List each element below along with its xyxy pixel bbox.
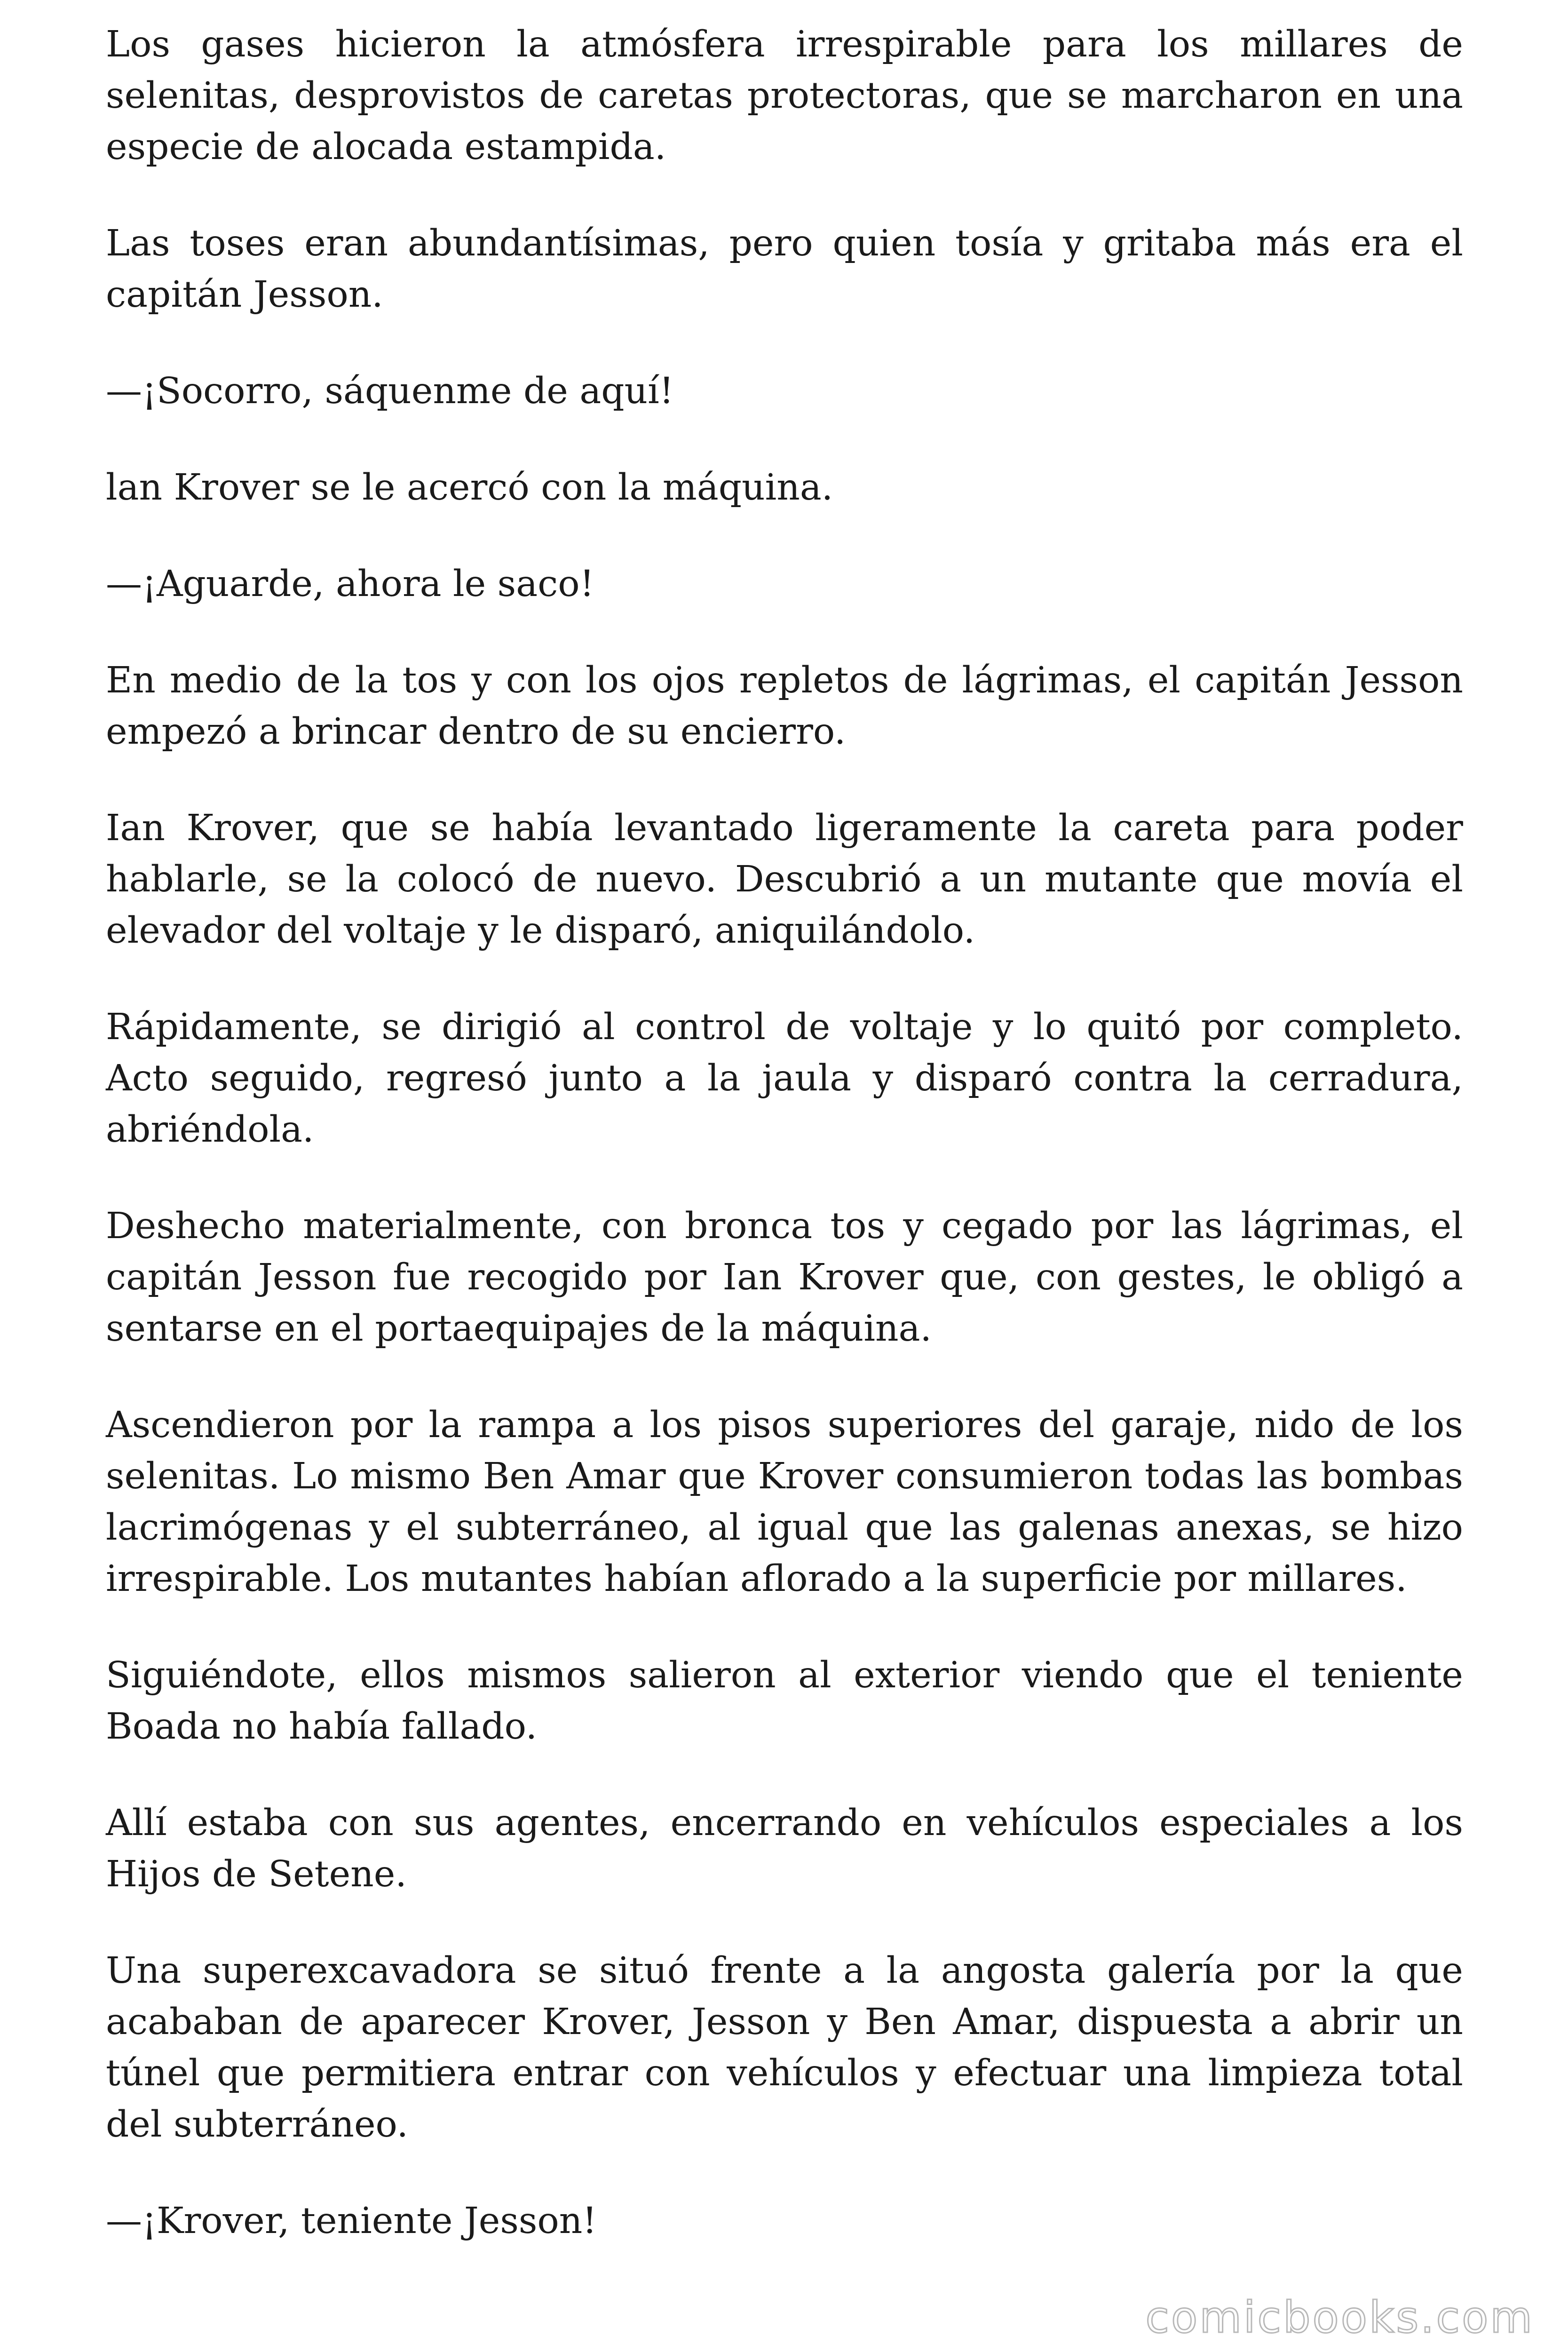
paragraph: lan Krover se le acercó con la máquina. [106, 467, 833, 509]
paragraph: Ascendieron por la rampa a los pisos superiores del garaje, nido de los selenitas. Lo mismo Ben Amar que Krover consumieron todas las bombas lacrimógenas y el subterráneo, al igual que las galenas anexas, se hizo irrespirable. Los mutantes habían aflorado a la superficie por millares. [106, 1404, 1463, 1600]
paragraph: En medio de la tos y con los ojos repletos de lágrimas, el capitán Jesson empezó a brincar dentro de su encierro. [106, 660, 1463, 753]
paragraph: Allí estaba con sus agentes, encerrando en vehículos especiales a los Hijos de Setene. [106, 1802, 1463, 1895]
paragraph: —¡Socorro, sáquenme de aquí! [106, 370, 674, 412]
paragraph: Las toses eran abundantísimas, pero quien tosía y gritaba más era el capitán Jesson. [106, 222, 1463, 316]
paragraph: —¡Krover, teniente Jesson! [106, 2200, 597, 2242]
paragraph: Siguiéndote, ellos mismos salieron al exterior viendo que el teniente Boada no había fallado. [106, 1654, 1463, 1748]
paragraph: Rápidamente, se dirigió al control de voltaje y lo quitó por completo. Acto seguido, regresó junto a la jaula y disparó contra la cerradura, abriéndola. [106, 1006, 1463, 1151]
page-body [106, 19, 1463, 2292]
watermark: comicbooks.com [1145, 2292, 1534, 2343]
paragraph: Deshecho materialmente, con bronca tos y cegado por las lágrimas, el capitán Jesson fue recogido por Ian Krover que, con gestes, le obligó a sentarse en el portaequipajes de la máquina. [106, 1205, 1463, 1350]
paragraph: Una superexcavadora se situó frente a la angosta galería por la que acababan de aparecer Krover, Jesson y Ben Amar, dispuesta a abrir un túnel que permitiera entrar con vehículos y efectuar una limpieza total del subterráneo. [106, 1950, 1463, 2145]
paragraph: Los gases hicieron la atmósfera irrespirable para los millares de selenitas, desprovistos de caretas protectoras, que se marcharon en una especie de alocada estampida. [106, 24, 1463, 168]
paragraph: Ian Krover, que se había levantado ligeramente la careta para poder hablarle, se la colocó de nuevo. Descubrió a un mutante que movía el elevador del voltaje y le disparó, aniquilándolo. [106, 807, 1463, 952]
paragraph: —¡Aguarde, ahora le saco! [106, 563, 594, 605]
